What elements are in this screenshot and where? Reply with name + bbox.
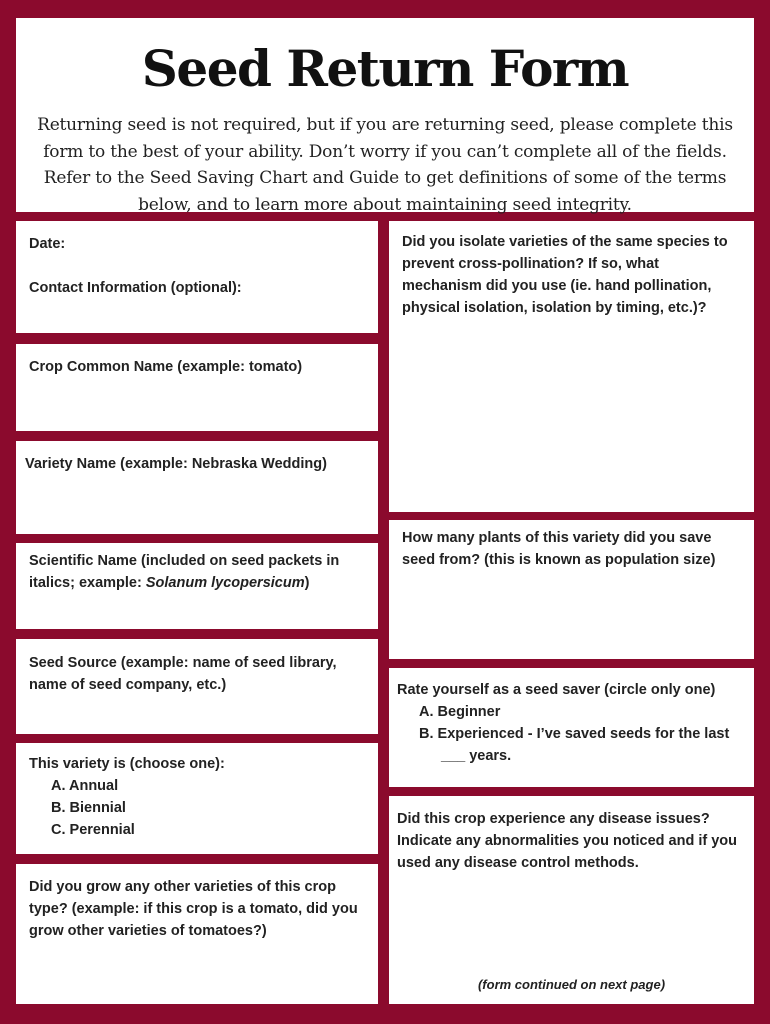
- isolation-label: Did you isolate varieties of the same species to prevent cross-pollination? If so, what mechanism did you use (ie. hand pollination, physical isolation, isolation by timing, etc.)?: [402, 234, 728, 316]
- scientific-name-example: Solanum lycopersicum: [145, 575, 305, 591]
- disease-box[interactable]: [389, 796, 754, 1004]
- other-varieties-label: Did you grow any other varieties of this crop type? (example: if this crop is a tomato, did you grow other varieties of tomatoes?): [29, 879, 358, 939]
- population-size-box[interactable]: [389, 520, 754, 659]
- population-size-label: How many plants of this variety did you save seed from? (this is known as population size): [402, 530, 716, 568]
- variety-type-option-annual[interactable]: A. Annual: [51, 778, 119, 794]
- isolation-box[interactable]: [389, 221, 754, 512]
- crop-common-name-box[interactable]: [16, 344, 378, 431]
- rate-option-experienced[interactable]: B. Experienced - I’ve saved seeds for the last ___ years.: [419, 726, 730, 764]
- contact-label: Contact Information (optional):: [29, 280, 242, 296]
- variety-type-option-perennial[interactable]: C. Perennial: [51, 822, 135, 838]
- variety-type-option-biennial[interactable]: B. Biennial: [51, 800, 126, 816]
- rate-option-beginner[interactable]: A. Beginner: [419, 704, 501, 720]
- scientific-name-box[interactable]: [16, 543, 378, 629]
- seed-source-box[interactable]: [16, 639, 378, 734]
- form-continued-note: (form continued on next page): [477, 977, 666, 992]
- date-label: Date:: [29, 236, 66, 252]
- variety-type-box[interactable]: [16, 743, 378, 854]
- variety-type-question: This variety is (choose one):: [29, 756, 225, 772]
- seed-source-label: Seed Source (example: name of seed library, name of seed company, etc.): [29, 655, 337, 693]
- variety-name-label: Variety Name (example: Nebraska Wedding): [25, 456, 327, 472]
- other-varieties-box[interactable]: [16, 864, 378, 1004]
- intro-text: Returning seed is not required, but if you are returning seed, please complete this form to the best of your ability. Don’t worry if you can’t complete all of the fields. Refer to the Seed Saving Chart and Guide to get definitions of some of the terms below, and to learn more about maintaining seed integrity.: [37, 115, 733, 215]
- page-title: Seed Return Form: [141, 39, 629, 98]
- crop-common-name-label: Crop Common Name (example: tomato): [29, 359, 303, 375]
- form-header: [16, 18, 754, 215]
- rate-yourself-box[interactable]: [389, 668, 754, 787]
- date-contact-box[interactable]: [16, 221, 378, 333]
- rate-yourself-question: Rate yourself as a seed saver (circle only one): [397, 682, 716, 698]
- disease-label: Did this crop experience any disease issues? Indicate any abnormalities you noticed and if you used any disease control methods.: [397, 811, 738, 871]
- scientific-name-label: Scientific Name (included on seed packets in italics; example: Solanum lycopersicum): [29, 553, 340, 591]
- variety-name-box[interactable]: [16, 441, 378, 534]
